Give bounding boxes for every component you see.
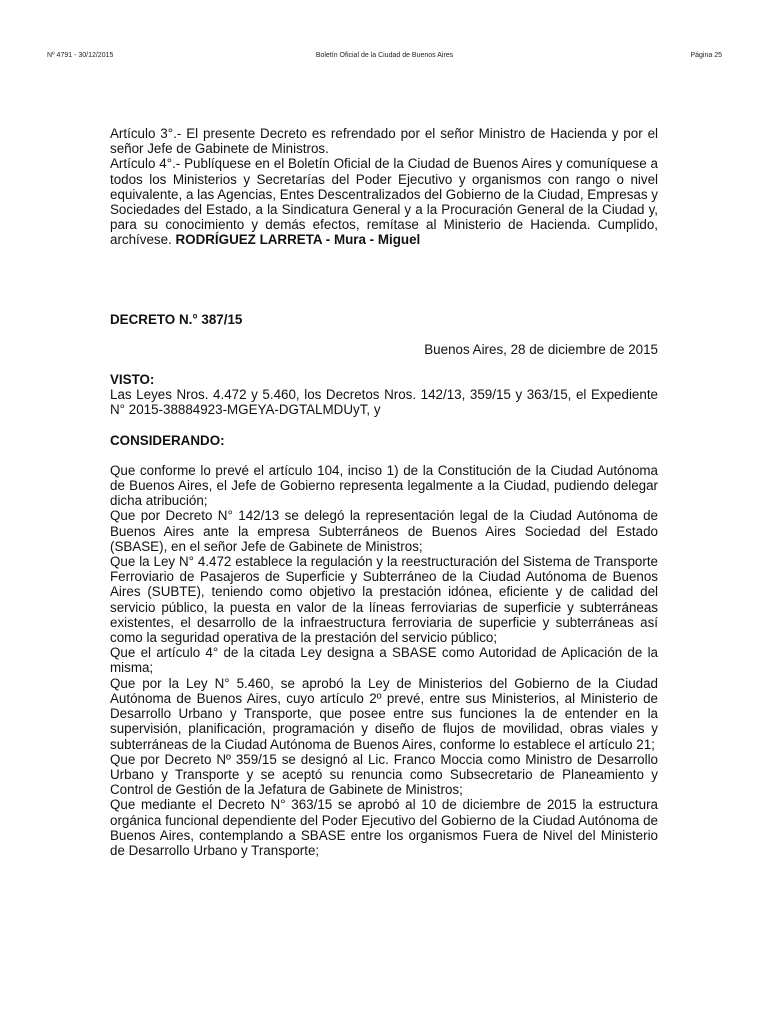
considerando-paragraph: Que por Decreto N° 142/13 se delegó la representación legal de la Ciudad Autónoma de Buenos Aires ante la empresa Subterráneos de Buenos Aires Sociedad del Estado (SBASE), en el señor Jefe de Gabinete de Ministros;: [110, 508, 658, 554]
considerando-paragraph: Que mediante el Decreto N° 363/15 se aprobó al 10 de diciembre de 2015 la estructura orgánica funcional dependiente del Poder Ejecutivo del Gobierno de la Ciudad Autónoma de Buenos Aires, contemplando a SBASE entre los organismos Fuera de Nivel del Ministerio de Desarrollo Urbano y Transporte;: [110, 797, 658, 858]
article-3: Artículo 3°.- El presente Decreto es refrendado por el señor Ministro de Hacienda y por el señor Jefe de Gabinete de Ministros.: [110, 126, 658, 157]
considerando-paragraph: Que la Ley N° 4.472 establece la regulación y la reestructuración del Sistema de Transporte Ferroviario de Pasajeros de Superficie y Subterráneo de la Ciudad Autónoma de Buenos Aires (SUBTE), teniendo como objetivo la prestación idónea, eficiente y de calidad del servicio público, la puesta en valor de la líneas ferroviarias de superficie y subterráneas existentes, el desarrollo de la infraestructura ferroviaria de superficie y subterráneas así como la seguridad operativa de la prestación del servicio público;: [110, 554, 658, 646]
considerando-paragraph: Que por Decreto Nº 359/15 se designó al Lic. Franco Moccia como Ministro de Desarrollo Urbano y Transporte y se aceptó su renuncia como Subsecretario de Planeamiento y Control de Gestión de la Jefatura de Gabinete de Ministros;: [110, 751, 658, 798]
signatures: RODRÍGUEZ LARRETA - Mura - Miguel: [175, 232, 421, 248]
decree-date: Buenos Aires, 28 de diciembre de 2015: [424, 341, 658, 357]
considerando-paragraph: Que conforme lo prevé el artículo 104, inciso 1) de la Constitución de la Ciudad Autónoma de Buenos Aires, el Jefe de Gobierno representa legalmente a la Ciudad, pudiendo delegar dicha atribución;: [110, 462, 658, 509]
publication-title: Boletín Oficial de la Ciudad de Buenos Aires: [315, 52, 454, 59]
visto-text: Las Leyes Nros. 4.472 y 5.460, los Decretos Nros. 142/13, 359/15 y 363/15, el Expediente N° 2015-38884923-MGEYA-DGTALMDUyT, y: [110, 387, 658, 418]
issue-number: Nº 4791 - 30/12/2015: [47, 52, 114, 59]
considerando-paragraph: Que por la Ley N° 5.460, se aprobó la Ley de Ministerios del Gobierno de la Ciudad Autónoma de Buenos Aires, cuyo artículo 2º prevé, entre sus Ministerios, al Ministerio de Desarrollo Urbano y Transporte, que posee entre sus funciones la de entender en la supervisión, planificación, programación y diseño de flujos de movilidad, obras viales y subterráneas de la Ciudad Autónoma de Buenos Aires, conforme lo establece el artículo 21;: [110, 675, 658, 752]
visto-heading: VISTO:: [110, 372, 155, 388]
decree-title: DECRETO N.° 387/15: [110, 311, 243, 327]
page-number: Página 25: [690, 52, 722, 59]
considerando-paragraph: Que el artículo 4° de la citada Ley designa a SBASE como Autoridad de Aplicación de la misma;: [110, 645, 658, 676]
document-body: [110, 126, 658, 858]
page-header: [47, 52, 722, 64]
article-4: [110, 156, 658, 247]
considerando-heading: CONSIDERANDO:: [110, 432, 225, 448]
article-4-text: Artículo 4°.- Publíquese en el Boletín Oficial de la Ciudad de Buenos Aires y comuníquese a todos los Ministerios y Secretarías del Poder Ejecutivo y organismos con rango o nivel equivalente, a las Agencias, Entes Descentralizados del Gobierno de la Ciudad, Empresas y Sociedades del Estado, a la Sindicatura General y a la Procuración General de la Ciudad y, para su conocimiento y demás efectos, remítase al Ministerio de Hacienda. Cumplido, archívese.: [110, 156, 658, 248]
